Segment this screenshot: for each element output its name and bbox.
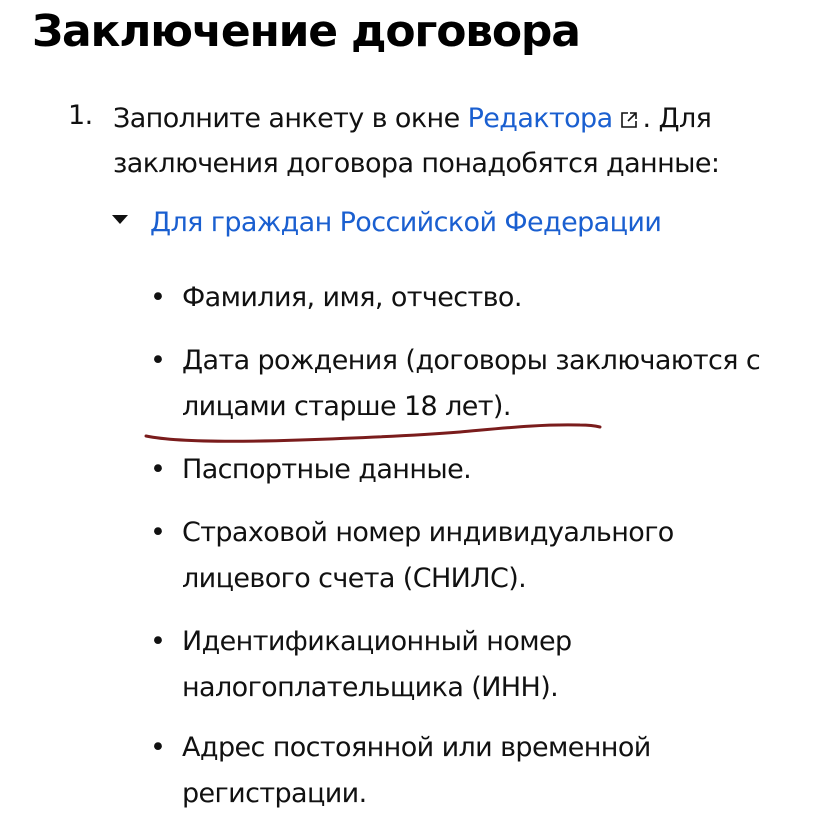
step-number: 1.	[68, 100, 93, 131]
bullet-marker: •	[150, 626, 166, 657]
external-link-icon[interactable]	[619, 110, 639, 130]
bullet-marker: •	[150, 454, 166, 485]
list-item: Страховой номер индивидуального лицевого счета (СНИЛС).	[182, 517, 674, 594]
list-item: Фамилия, имя, отчество.	[182, 282, 522, 313]
list-item: Паспортные данные.	[182, 454, 472, 485]
bullet-marker: •	[150, 732, 166, 763]
step-text	[113, 96, 813, 186]
page-title: Заключение договора	[32, 6, 580, 57]
list-item: Дата рождения (договоры заключаются с лицами старше 18 лет).	[182, 345, 761, 422]
bullet-marker: •	[150, 517, 166, 548]
bullet-marker: •	[150, 282, 166, 313]
editor-link-label[interactable]: Редактора	[467, 103, 613, 134]
citizens-rf-disclosure-label[interactable]: Для граждан Российской Федерации	[150, 206, 662, 238]
list-item: Идентификационный номер налогоплательщика (ИНН).	[182, 626, 572, 703]
list-item: Адрес постоянной или временной регистрации.	[182, 732, 651, 809]
triangle-down-icon[interactable]	[112, 215, 128, 224]
editor-link[interactable]	[468, 103, 643, 134]
step-text-before-link: Заполните анкету в окне	[113, 103, 468, 134]
step-text-after-link: . Для заключения договора понадобятся данные:	[113, 103, 720, 179]
bullet-marker: •	[150, 345, 166, 376]
citizens-rf-disclosure[interactable]	[112, 202, 661, 242]
